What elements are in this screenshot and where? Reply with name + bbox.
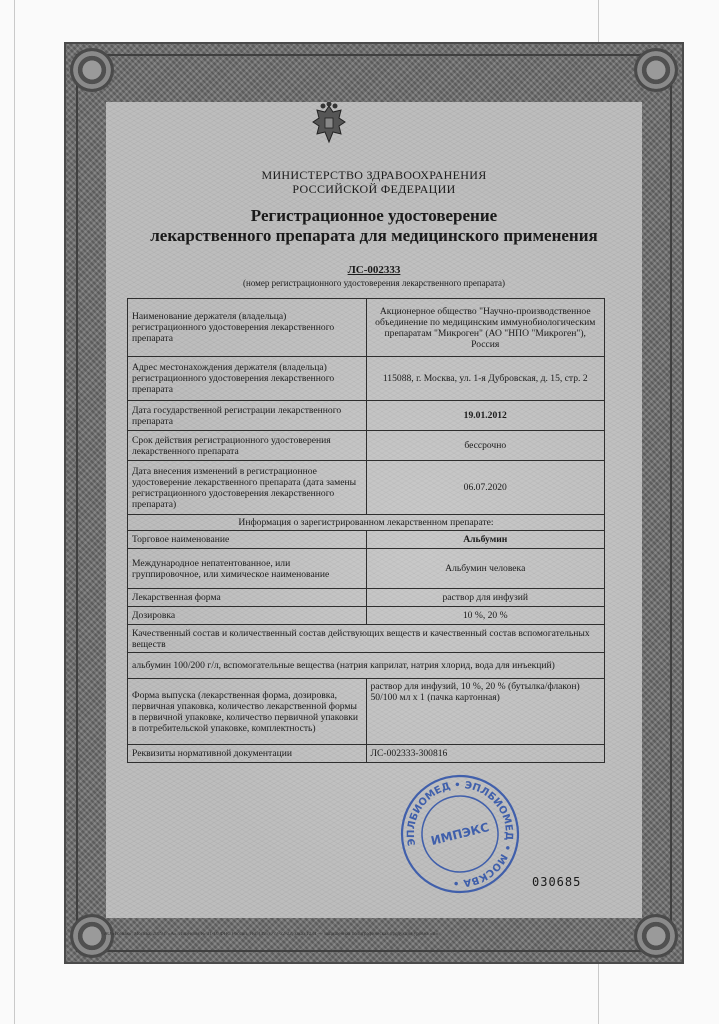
amendment-date-label: Дата внесения изменений в регистрационное удостоверение лекарственного препарата (дата замены регистрационного удостоверения лекарственного препарата) (128, 461, 367, 515)
registration-info-table (127, 298, 605, 763)
table-row (128, 515, 605, 531)
composition-value: альбумин 100/200 г/л, вспомогательные вещества (натрия каприлат, натрия хлорид, вода для инъекций) (128, 653, 605, 679)
document-title-line-1: Регистрационное удостоверение (250, 206, 498, 225)
inn-label: Международное непатентованное, или группировочное, или химическое наименование (128, 549, 367, 589)
dosage-label: Дозировка (128, 607, 367, 625)
printer-imprint: АО «Гознак», Москва, 2019 г. «А». Лицензия № 31-10 ФНС России, тел. (495) 777-22-22, заказ 1234 — защищённая полиграфическая продукция уровня «В» (104, 932, 439, 937)
dosage-form-value: раствор для инфузий (366, 589, 605, 607)
dosage-value: 10 %, 20 % (366, 607, 605, 625)
registration-date-value: 19.01.2012 (366, 401, 605, 431)
table-row (128, 653, 605, 679)
holder-name-value: Акционерное общество "Научно-производственное объединение по медицинским иммунобиологическим препаратам "Микроген" (АО "НПО "Микроген"), Россия (366, 299, 605, 357)
holder-name-label: Наименование держателя (владельца) регистрационного удостоверения лекарственного препарата (128, 299, 367, 357)
table-row (128, 589, 605, 607)
table-row (128, 461, 605, 515)
table-row (128, 679, 605, 745)
normative-docs-label: Реквизиты нормативной документации (128, 745, 367, 763)
page-edge-line-left (14, 0, 15, 1024)
drug-info-header: Информация о зарегистрированном лекарственном препарате: (128, 515, 605, 531)
inn-value: Альбумин человека (366, 549, 605, 589)
ministry-line-1: МИНИСТЕРСТВО ЗДРАВООХРАНЕНИЯ (261, 168, 487, 182)
serial-number: 030685 (532, 875, 582, 889)
table-row (128, 607, 605, 625)
release-form-label: Форма выпуска (лекарственная форма, дозировка, первичная упаковка, количество лекарственной формы в первичной упаковке, количество первичной упаковки в потребительской упаковке, комплектность) (128, 679, 367, 745)
registration-number: ЛС-002333 (347, 264, 401, 276)
certificate-frame (64, 42, 684, 964)
table-row (128, 431, 605, 461)
table-row (128, 357, 605, 401)
corner-rosette-icon (634, 48, 678, 92)
validity-period-label: Срок действия регистрационного удостоверения лекарственного препарата (128, 431, 367, 461)
table-row (128, 401, 605, 431)
table-row (128, 531, 605, 549)
ministry-line-2: РОССИЙСКОЙ ФЕДЕРАЦИИ (292, 182, 456, 196)
document-title-line-2: лекарственного препарата для медицинского применения (150, 226, 598, 245)
registration-number-caption: (номер регистрационного удостоверения лекарственного препарата) (243, 278, 505, 288)
table-row (128, 745, 605, 763)
release-form-value: раствор для инфузий, 10 %, 20 % (бутылка/флакон) 50/100 мл х 1 (пачка картонная) (366, 679, 605, 745)
amendment-date-value: 06.07.2020 (366, 461, 605, 515)
holder-address-value: 115088, г. Москва, ул. 1-я Дубровская, д. 15, стр. 2 (366, 357, 605, 401)
corner-rosette-icon (70, 48, 114, 92)
trade-name-value: Альбумин (366, 531, 605, 549)
trade-name-label: Торговое наименование (128, 531, 367, 549)
table-row (128, 549, 605, 589)
registration-date-label: Дата государственной регистрации лекарственного препарата (128, 401, 367, 431)
svg-text:ИМПЭКС: ИМПЭКС (429, 820, 491, 848)
svg-text:ЭПЛБИОМЕД • ЭПЛБИОМЕД • МОСКВА: ЭПЛБИОМЕД • ЭПЛБИОМЕД • МОСКВА • (405, 779, 515, 889)
validity-period-value: бессрочно (366, 431, 605, 461)
normative-docs-value: ЛС-002333-300816 (366, 745, 605, 763)
dosage-form-label: Лекарственная форма (128, 589, 367, 607)
table-row (128, 299, 605, 357)
composition-header: Качественный состав и количественный состав действующих веществ и качественный состав вспомогательных веществ (128, 625, 605, 653)
coat-of-arms-icon (309, 102, 349, 148)
holder-address-label: Адрес местонахождения держателя (владельца) регистрационного удостоверения лекарственного препарата (128, 357, 367, 401)
table-row (128, 625, 605, 653)
